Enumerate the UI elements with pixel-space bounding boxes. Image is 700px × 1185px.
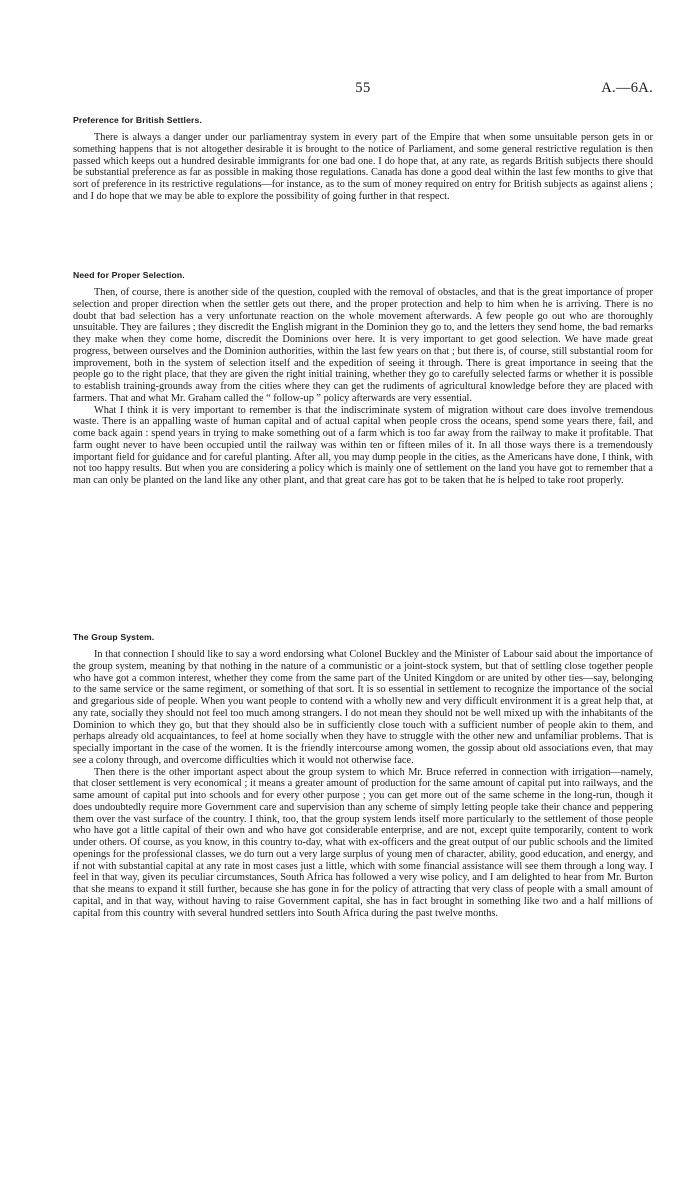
section-the-group-system (73, 631, 653, 919)
page-header (73, 80, 653, 100)
section-preference-for-british-settlers (73, 114, 653, 203)
paragraph: In that connection I should like to say a word endorsing what Colonel Buckley and the Minister of Labour said about the importance of the group system, meaning by that nothing in the nature of a communistic or a joint-stock system, but that of settling close together people who have got a common interest, whether they come from the same part of the United Kingdom or are united by other ties—say, belonging to the same service or the same regiment, or something of that sort. It is so essential in settlement to recognize the importance of the social and gregarious side of people. When you want people to contend with a wholly new and very difficult environment it is a great help that, at any rate, socially they should not feel too much among strangers. I do not mean they should not be well mixed up with the inhabitants of the Dominion to which they go, but that they should also be in sufficiently close touch with a sufficient number of people akin to them, and perhaps already old acquaintances, to feel at home socially when they have to struggle with the other new and unfamiliar problems. That is specially important in the case of the women. It is the friendly intercourse among women, the gossip about old associations even, that may see a colony through, and overcome difficulties which it would not otherwise face. (73, 649, 653, 766)
paragraph: Then, of course, there is another side of the question, coupled with the removal of obstacles, and that is the great importance of proper selection and proper direction when the settler gets out there, and the proper protection and help to him when he is arriving. There is no doubt that bad selection has a very unfortunate reaction on the whole movement afterwards. A few people go out who are thoroughly unsuitable. They are failures ; they discredit the English migrant in the Dominion they go to, and the letters they send home, the bad remarks they make when they come home, discredit the Dominions over here. It is very important to get good selection. We have made great progress, between ourselves and the Dominion authorities, within the last few years on that ; but there is, of course, still substantial room for improvement, both in the system of selection itself and the expedition of seeing it through. There is great importance in seeing that the people go to the right place, that they are given the right initial training, whether they go to carefully selected farms or whether it is possible to establish training-grounds away from the cities where they can get the rudiments of agricultural knowledge before they are placed with farmers. That and what Mr. Graham called the “ follow-up ” policy afterwards are very essential. (73, 287, 653, 404)
document-reference: A.—6A. (601, 80, 653, 96)
page-number: 55 (355, 80, 371, 96)
section-heading: Preference for British Settlers. (73, 115, 202, 125)
section-need-for-proper-selection (73, 269, 653, 487)
paragraph: What I think it is very important to remember is that the indiscriminate system of migration without care does involve tremendous waste. There is an appalling waste of human capital and of actual capital when people cross the oceans, spend some years there, fail, and come back again : spend years in trying to make something out of a farm which is too far away from the railway to make it profitable. That farm ought never to have been occupied until the railway was within ten or fifteen miles of it. In all those ways there is a tremendously important field for guidance and for careful planting. After all, you may dump people in the cities, as the Americans have done, I think, with not too happy results. But when you are considering a policy which is mainly one of settlement on the land you have got to remember that a man can only be planted on the land like any other plant, and that great care has got to be taken that he is helped to take root properly. (73, 404, 653, 486)
paragraph: Then there is the other important aspect about the group system to which Mr. Bruce referred in connection with irrigation—namely, that closer settlement is very economical ; it means a greater amount of production for the same amount of capital put into railways, and the same amount of capital put into schools and for every other purpose ; you can get more out of the same scheme in the long-run, though it does undoubtedly require more Government care and supervision than any scheme of simply letting people take their chance and peppering them over the vast surface of the country. I think, too, that the group system lends itself more particularly to the settlement of those people who have got a little capital of their own and who have got considerable enterprise, and are not, except quite temporarily, content to work under others. Of course, as you know, in this country to-day, what with ex-officers and the great output of our public schools and the limited openings for the professional classes, we do turn out a very large surplus of young men of character, ability, good education, and energy, and if not with substantial capital at any rate in most cases just a little, which with some financial assistance will see them through a long way. I feel in that way, given its peculiar circumstances, South Africa has followed a very wise policy, and I am delighted to hear from Mr. Burton that she means to expand it still further, because she has gone in for the policy of attracting that very class of people with a small amount of capital, and in that way, without having to raise Government capital, she has in fact brought in something like two and a half millions of capital from this country with several hundred settlers into South Africa during the past twelve months. (73, 766, 653, 919)
section-heading: Need for Proper Selection. (73, 270, 185, 280)
section-heading: The Group System. (73, 632, 155, 642)
paragraph: There is always a danger under our parliamentray system in every part of the Empire that when some unsuitable person gets in or something happens that is not altogether desirable it is brought to the notice of Parliament, and some general restrictive regulation is then passed which keeps out a hundred desirable immigrants for one bad one. I do hope that, at any rate, as regards British subjects there should be substantial preference as far as possible in making those regulations. Canada has done a good deal within the last few months to give that sort of preference in its restrictive regulations—for instance, as to the sum of money required on entry for British subjects as against aliens ; and I do hope that we may be able to explore the possibility of going further in that respect. (73, 132, 653, 202)
